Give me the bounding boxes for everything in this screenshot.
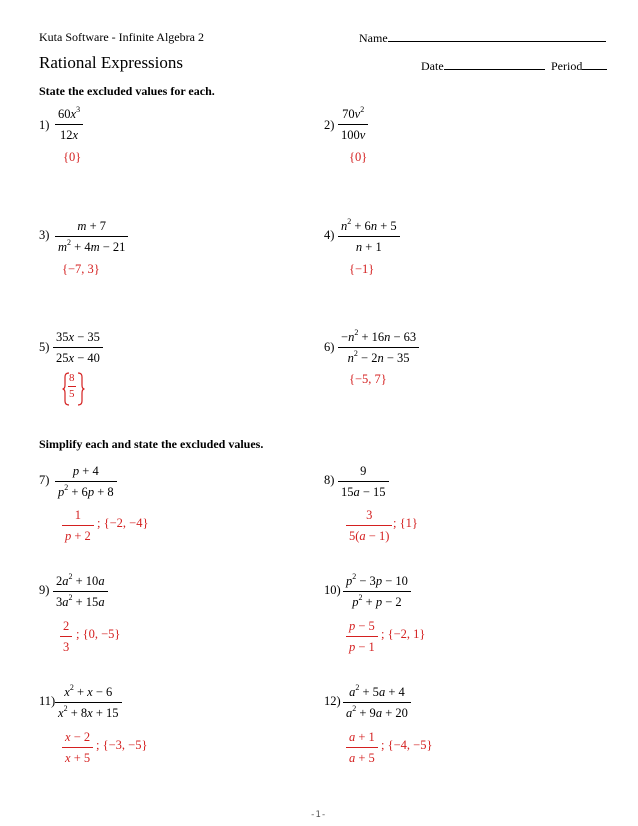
problem-label: 1) <box>39 118 50 132</box>
problem-10-excluded: ; {−2, 1} <box>381 627 426 641</box>
problem-11-expression: $x^2 + x - 6$ $x^2 + 8x + 15$ <box>55 685 122 721</box>
problem-label: 7) <box>39 473 50 487</box>
name-underline <box>388 30 606 42</box>
problem-label: 5) <box>39 340 50 354</box>
problem-8-expression: 9 15a − 15 <box>338 464 389 500</box>
period-field <box>551 58 607 74</box>
problem-11-excluded: ; {−3, −5} <box>96 738 148 752</box>
problem-label: 10) <box>324 583 341 597</box>
problem-label: 9) <box>39 583 50 597</box>
period-underline <box>582 58 607 70</box>
problem-label: 8) <box>324 473 335 487</box>
section1-instruction: State the excluded values for each. <box>39 84 215 98</box>
problem-2-answer: {0} <box>349 150 368 164</box>
worksheet-title: Rational Expressions <box>39 53 184 72</box>
name-label: Name <box>359 31 388 45</box>
problem-5-answer-fraction <box>68 372 76 401</box>
problem-7-excluded: ; {−2, −4} <box>97 516 149 530</box>
name-field <box>359 30 606 46</box>
problem-8-simplified: 3 5(a − 1) <box>346 508 392 544</box>
problem-5-answer-denominator: 5 <box>69 388 75 400</box>
problem-3-expression: m + 7 $m^2 + 4m - 21$ <box>55 219 128 255</box>
period-label: Period <box>551 59 583 73</box>
problem-5-expression: 35x − 35 25x − 40 <box>53 330 103 366</box>
problem-label: 12) <box>324 694 341 708</box>
problem-12-simplified: a + 1 a + 5 <box>346 730 378 766</box>
date-label: Date <box>421 59 444 73</box>
problem-4-answer: {−1} <box>349 262 375 276</box>
problem-8-excluded: ; {1} <box>393 516 418 530</box>
problem-label: 4) <box>324 228 335 242</box>
problem-9-excluded: ; {0, −5} <box>76 627 121 641</box>
problem-2-expression: $70v^2$ 100v <box>338 107 368 143</box>
problem-7-expression: p + 4 $p^2 + 6p + 8$ <box>55 464 117 500</box>
section2-instruction: Simplify each and state the excluded values. <box>39 437 264 451</box>
problem-label: 6) <box>324 340 335 354</box>
problem-6-answer: {−5, 7} <box>349 372 387 386</box>
problem-label: 2) <box>324 118 335 132</box>
problem-1-expression: $60x^3$ 12x <box>55 107 83 143</box>
problem-12-excluded: ; {−4, −5} <box>381 738 433 752</box>
problem-9-expression: $2a^2 + 10a$ $3a^2 + 15a$ <box>53 574 108 610</box>
problem-10-simplified: p − 5 p − 1 <box>346 619 378 655</box>
page-number: -1- <box>310 810 327 820</box>
problem-5-answer-numerator: 8 <box>69 372 75 384</box>
problem-10-expression: $p^2 - 3p - 10$ $p^2 + p - 2$ <box>343 574 411 610</box>
problem-11-simplified: x − 2 x + 5 <box>62 730 93 766</box>
date-field <box>421 58 545 74</box>
problem-label: 11) <box>39 694 56 708</box>
problem-label: 3) <box>39 228 50 242</box>
date-underline <box>444 58 545 70</box>
problem-4-expression: $n^2 + 6n + 5$ n + 1 <box>338 219 400 255</box>
problem-1-answer: {0} <box>63 150 82 164</box>
problem-9-simplified: 2 3 <box>60 619 72 655</box>
problem-7-simplified: 1 p + 2 <box>62 508 94 544</box>
problem-5-answer <box>62 372 92 406</box>
problem-6-expression: $-n^2 + 16n - 63$ $n^2 - 2n - 35$ <box>338 330 419 366</box>
right-brace-icon <box>77 372 85 406</box>
problem-12-expression: $a^2 + 5a + 4$ $a^2 + 9a + 20$ <box>343 685 411 721</box>
publisher-label: Kuta Software - Infinite Algebra 2 <box>39 30 204 44</box>
problem-3-answer: {−7, 3} <box>62 262 100 276</box>
